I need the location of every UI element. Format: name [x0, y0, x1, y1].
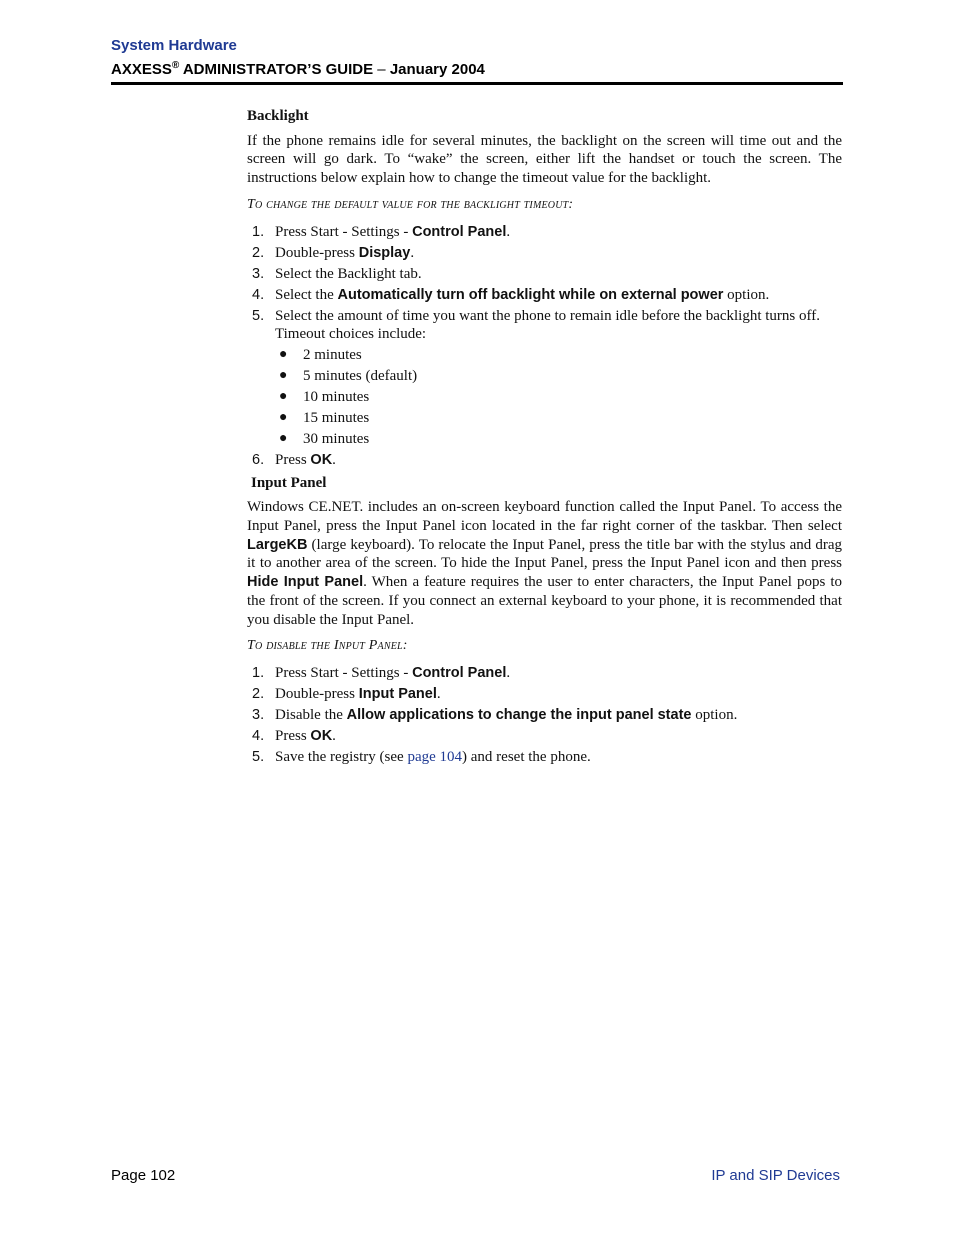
choice-text: 30 minutes [303, 430, 370, 447]
step-number: 1. [252, 223, 265, 240]
para-text: (large keyboard). To relocate the Input Panel, press the title bar with the stylus and drag it to another area of the screen. To hide the Input Panel, press the Input Panel icon and then press [247, 536, 842, 572]
choice-text: 15 minutes [303, 409, 370, 426]
input-panel-steps [247, 664, 842, 767]
step-item [247, 706, 842, 725]
step-text: Select the Backlight tab. [275, 265, 422, 282]
step-text: Disable the [275, 706, 347, 723]
ui-term: OK [310, 727, 333, 744]
step-text: Double-press [275, 685, 359, 702]
ui-term: Control Panel [412, 664, 507, 681]
title-dash: – [373, 61, 390, 78]
input-panel-heading: Input Panel [251, 474, 327, 491]
title-rest: ADMINISTRATOR’S GUIDE [179, 61, 374, 78]
step-text-end: option. [723, 286, 770, 303]
ui-term: Hide Input Panel [247, 574, 364, 591]
step-text-end: . [332, 451, 336, 468]
input-panel-paragraph [247, 498, 842, 629]
para-text: . When a feature requires the user to enter characters, the Input Panel pops to the front of the screen. If you connect an external keyboard to your phone, it is recommended that you disable the Input Panel. [247, 574, 842, 628]
ui-term: OK [310, 451, 333, 468]
page-body [247, 107, 842, 769]
bullet-icon: ● [279, 388, 288, 404]
step-item [247, 223, 842, 242]
ui-term: LargeKB [247, 536, 308, 553]
step-item [247, 748, 842, 767]
step-text: Press [275, 451, 311, 468]
step-text-end: . [506, 223, 511, 240]
step-item [247, 244, 842, 263]
backlight-paragraph: If the phone remains idle for several minutes, the backlight on the screen will time out and the screen will go dark. To “wake” the screen, either lift the handset or touch the screen. The instructions below explain how to change the timeout value for the backlight. [247, 132, 842, 187]
backlight-steps [247, 223, 842, 470]
step-text: Double-press [275, 244, 359, 261]
ui-term: Automatically turn off backlight while on external power [337, 286, 724, 303]
bullet-icon: ● [279, 430, 288, 446]
step-text-end: . [436, 685, 441, 702]
running-header-section: System Hardware [111, 37, 237, 54]
step-text: Save the registry (see [275, 748, 408, 765]
step-item [247, 307, 842, 449]
title-brand: AXXESS [111, 61, 172, 78]
choice-text: 2 minutes [303, 346, 362, 363]
step-text: Press Start - Settings - [275, 664, 413, 681]
header-rule [111, 82, 843, 85]
step-item [247, 286, 842, 305]
step-item [247, 664, 842, 683]
step-number: 6. [252, 451, 265, 468]
step-text-end: option. [691, 706, 738, 723]
bullet-icon: ● [279, 346, 288, 362]
step-number: 2. [252, 685, 265, 702]
step-number: 4. [252, 727, 265, 744]
step-text: Select the [275, 286, 338, 303]
input-panel-procedure-title: To disable the Input Panel: [247, 638, 408, 654]
choice-text: 5 minutes (default) [303, 367, 418, 384]
registered-mark: ® [171, 60, 180, 71]
page-number: Page 102 [111, 1167, 176, 1184]
list-item [275, 409, 842, 428]
step-text-end: . [332, 727, 336, 744]
bullet-icon: ● [279, 367, 288, 383]
para-text: Windows CE.NET. includes an on-screen keyboard function called the Input Panel. To access the Input Panel, press the Input Panel icon located in the far right corner of the taskbar. Then select [247, 499, 842, 535]
step-text: Press [275, 727, 311, 744]
list-item [275, 388, 842, 407]
bullet-icon: ● [279, 409, 288, 425]
step-text: Select the amount of time you want the phone to remain idle before the backlight turns off. Timeout choices include: [275, 307, 820, 343]
step-item [247, 451, 842, 470]
list-item [275, 346, 842, 365]
ui-term: Display [358, 244, 411, 261]
list-item [275, 430, 842, 449]
step-text: Press Start - Settings - [275, 223, 413, 240]
backlight-procedure-title: To change the default value for the backlight timeout: [247, 196, 574, 212]
step-text-end: . [410, 244, 415, 261]
step-number: 4. [252, 286, 265, 303]
step-number: 2. [252, 244, 265, 261]
chapter-name: IP and SIP Devices [711, 1167, 840, 1184]
step-item [247, 685, 842, 704]
title-date: January 2004 [389, 61, 485, 78]
step-number: 3. [252, 706, 265, 723]
step-item [247, 265, 842, 284]
choice-text: 10 minutes [303, 388, 370, 405]
timeout-choices-list [275, 346, 842, 449]
step-text-end: ) and reset the phone. [462, 748, 591, 765]
ui-term: Allow applications to change the input panel state [346, 706, 692, 723]
backlight-heading: Backlight [247, 108, 309, 124]
step-number: 5. [252, 748, 265, 765]
page-reference-link[interactable]: page 104 [407, 748, 463, 765]
step-item [247, 727, 842, 746]
ui-term: Control Panel [412, 223, 507, 240]
step-number: 1. [252, 664, 265, 681]
step-text-end: . [506, 664, 511, 681]
list-item [275, 367, 842, 386]
step-number: 5. [252, 307, 265, 324]
running-header-title [111, 60, 485, 78]
ui-term: Input Panel [358, 685, 437, 702]
step-number: 3. [252, 265, 265, 282]
